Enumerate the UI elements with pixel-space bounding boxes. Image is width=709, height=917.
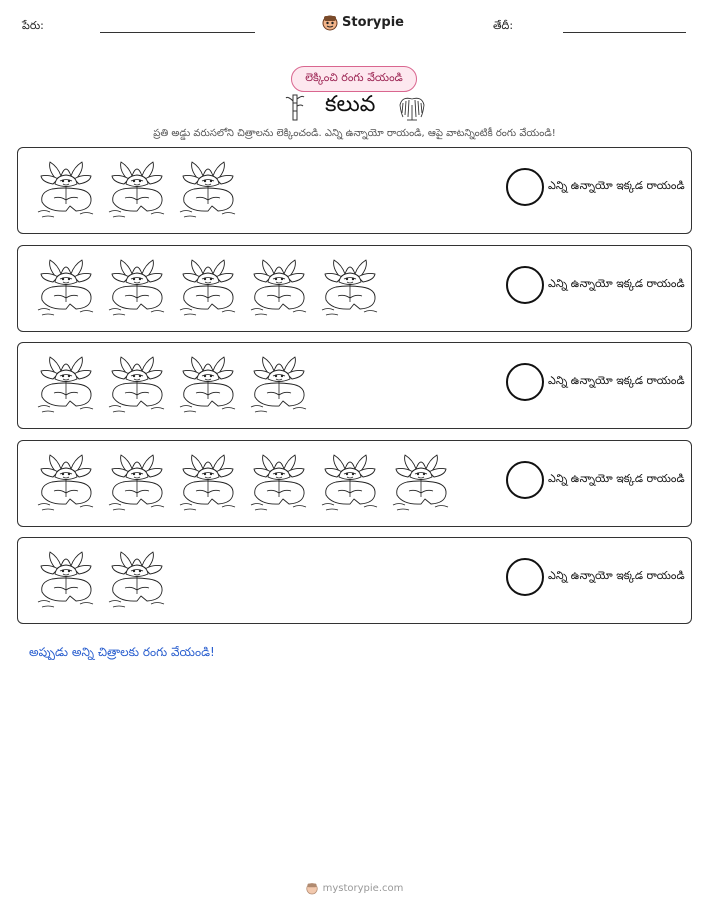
water-lily-icon: [249, 256, 309, 318]
willow-tree-icon: [397, 91, 427, 121]
water-lily-icon: [320, 451, 380, 513]
footer: [0, 881, 709, 895]
water-lily-icon: [36, 353, 96, 415]
page-title: కలువ: [325, 92, 376, 117]
water-lily-icon: [107, 256, 167, 318]
brand-name: Storypie: [342, 14, 404, 30]
water-lily-icon: [320, 256, 380, 318]
answer-label: ఎన్ని ఉన్నాయో ఇక్కడ రాయండి: [548, 179, 685, 192]
answer-circle[interactable]: [506, 266, 544, 304]
bamboo-icon: [285, 91, 305, 121]
answer-circle[interactable]: [506, 168, 544, 206]
counting-row: [17, 440, 692, 527]
flower-group: [36, 158, 238, 220]
counting-row: [17, 245, 692, 332]
date-input-line[interactable]: [563, 32, 686, 33]
flower-group: [36, 353, 309, 415]
name-label: పేరు:: [22, 19, 44, 32]
answer-label: ఎన్ని ఉన్నాయో ఇక్కడ రాయండి: [548, 569, 685, 582]
storypie-logo-icon: [322, 13, 338, 31]
instructions: ప్రతి అడ్డు వరుసలోని చిత్రాలను లెక్కించండి. ఎన్ని ఉన్నాయో రాయండి, ఆపై వాటన్నింటికీ రంగు వేయండి!: [153, 128, 556, 139]
answer-label: ఎన్ని ఉన్నాయో ఇక్కడ రాయండి: [548, 472, 685, 485]
counting-row: [17, 537, 692, 624]
water-lily-icon: [178, 353, 238, 415]
water-lily-icon: [107, 353, 167, 415]
flower-group: [36, 451, 451, 513]
water-lily-icon: [249, 451, 309, 513]
water-lily-icon: [107, 548, 167, 610]
answer-circle[interactable]: [506, 558, 544, 596]
water-lily-icon: [36, 158, 96, 220]
water-lily-icon: [107, 158, 167, 220]
footer-site: mystorypie.com: [322, 882, 404, 894]
water-lily-icon: [249, 353, 309, 415]
flower-group: [36, 256, 380, 318]
water-lily-icon: [36, 256, 96, 318]
name-input-line[interactable]: [100, 32, 255, 33]
brand-header: [322, 13, 404, 31]
water-lily-icon: [107, 451, 167, 513]
answer-circle[interactable]: [506, 363, 544, 401]
water-lily-icon: [36, 451, 96, 513]
counting-row: [17, 342, 692, 429]
storypie-footer-logo-icon: [306, 881, 318, 895]
water-lily-icon: [36, 548, 96, 610]
activity-badge: లెక్కించి రంగు వేయండి: [291, 66, 417, 92]
footer-instruction: అప్పుడు అన్ని చిత్రాలకు రంగు వేయండి!: [29, 645, 215, 659]
answer-label: ఎన్ని ఉన్నాయో ఇక్కడ రాయండి: [548, 277, 685, 290]
counting-row: [17, 147, 692, 234]
water-lily-icon: [178, 256, 238, 318]
flower-group: [36, 548, 167, 610]
water-lily-icon: [391, 451, 451, 513]
water-lily-icon: [178, 451, 238, 513]
answer-circle[interactable]: [506, 461, 544, 499]
answer-label: ఎన్ని ఉన్నాయో ఇక్కడ రాయండి: [548, 374, 685, 387]
date-label: తేదీ:: [493, 19, 514, 32]
water-lily-icon: [178, 158, 238, 220]
